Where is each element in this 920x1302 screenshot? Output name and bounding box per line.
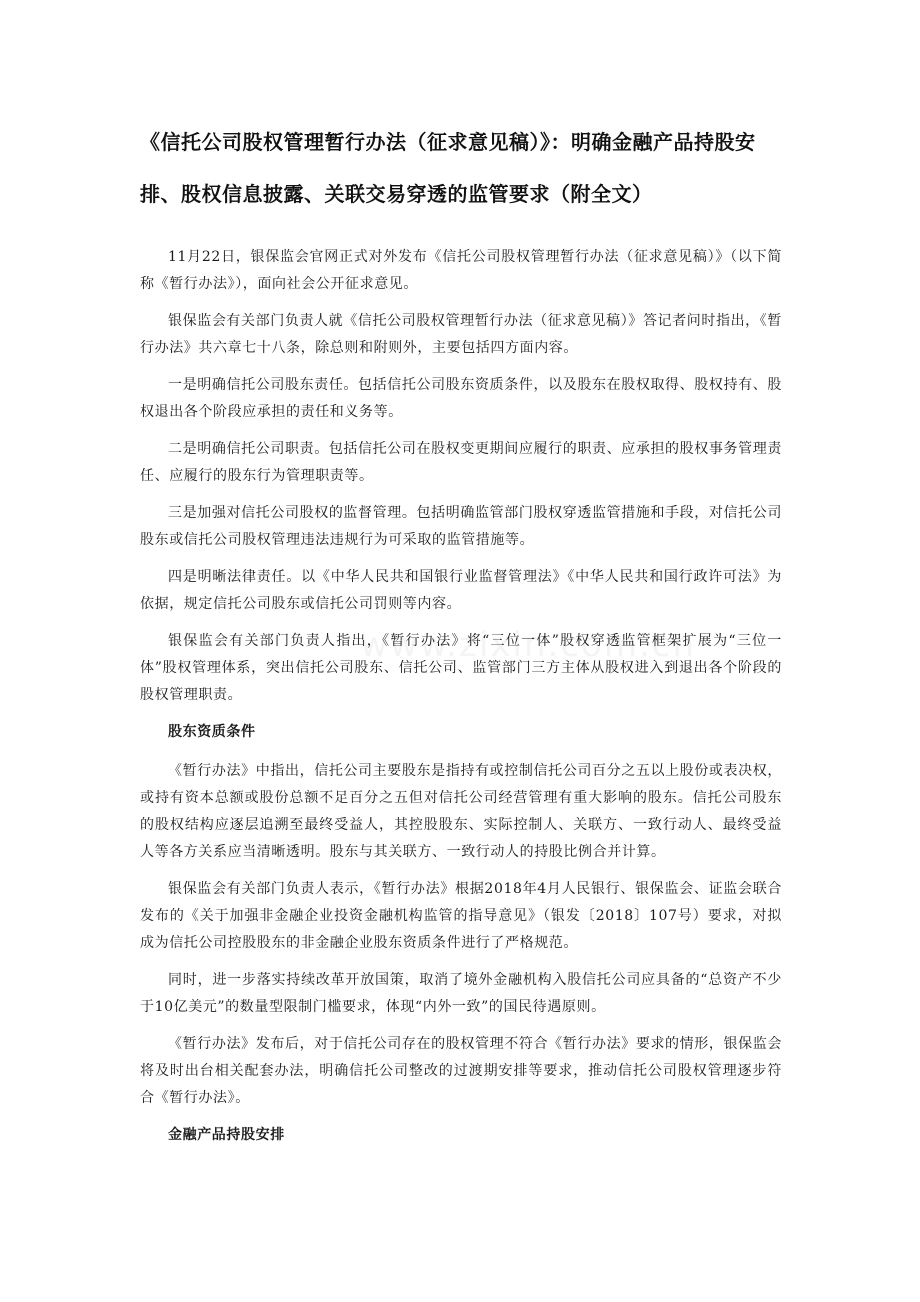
section-heading-shareholder-qualification: 股东资质条件 [168,724,256,740]
paragraph: 银保监会有关部门负责人指出，《暂行办法》将“三位一体”股权穿透监管框架扩展为“三位一体”股权管理体系，突出信托公司股东、信托公司、监管部门三方主体从股权进入到退出各个阶段的股权管理职责。 [140,633,782,703]
paragraph: 二是明确信托公司职责。包括信托公司在股权变更期间应履行的职责、应承担的股权事务管理责任、应履行的股东行为管理职责等。 [140,441,782,484]
document-title: 《信托公司股权管理暂行办法（征求意见稿）》：明确金融产品持股安排、股权信息披露、关联交易穿透的监管要求（附全文） [140,130,756,206]
paragraph: 四是明晰法律责任。以《中华人民共和国银行业监督管理法》《中华人民共和国行政许可法》为依据，规定信托公司股东或信托公司罚则等内容。 [140,569,782,612]
paragraph: 银保监会有关部门负责人表示，《暂行办法》根据2018年4月人民银行、银保监会、证监会联合发布的《关于加强非金融企业投资金融机构监管的指导意见》（银发〔2018〕107号）要求，对拟成为信托公司控股股东的非金融企业股东资质条件进行了严格规范。 [140,881,782,951]
paragraph: 同时，进一步落实持续改革开放国策，取消了境外金融机构入股信托公司应具备的“总资产不少于10亿美元”的数量型限制门槛要求，体现“内外一致”的国民待遇原则。 [140,972,782,1015]
paragraph: 《暂行办法》发布后，对于信托公司存在的股权管理不符合《暂行办法》要求的情形，银保监会将及时出台相关配套办法，明确信托公司整改的过渡期安排等要求，推动信托公司股权管理逐步符合《暂行办法》。 [140,1036,782,1106]
section-heading-financial-product-holding: 金融产品持股安排 [168,1127,285,1143]
document-body [140,244,782,1161]
paragraph: 《暂行办法》中指出，信托公司主要股东是指持有或控制信托公司百分之五以上股份或表决权，或持有资本总额或股份总额不足百分之五但对信托公司经营管理有重大影响的股东。信托公司股东的股权结构应逐层追溯至最终受益人，其控股股东、实际控制人、关联方、一致行动人、最终受益人等各方关系应当清晰透明。股东与其关联方、一致行动人的持股比例合并计算。 [140,763,782,860]
paragraph: 11月22日，银保监会官网正式对外发布《信托公司股权管理暂行办法（征求意见稿）》（以下简称《暂行办法》），面向社会公开征求意见。 [140,249,782,292]
paragraph: 三是加强对信托公司股权的监督管理。包括明确监管部门股权穿透监管措施和手段，对信托公司股东或信托公司股权管理违法违规行为可采取的监管措施等。 [140,505,782,548]
paragraph: 一是明确信托公司股东责任。包括信托公司股东资质条件，以及股东在股权取得、股权持有、股权退出各个阶段应承担的责任和义务等。 [140,377,782,420]
paragraph: 银保监会有关部门负责人就《信托公司股权管理暂行办法（征求意见稿）》答记者问时指出，《暂行办法》共六章七十八条，除总则和附则外，主要包括四方面内容。 [140,313,782,356]
